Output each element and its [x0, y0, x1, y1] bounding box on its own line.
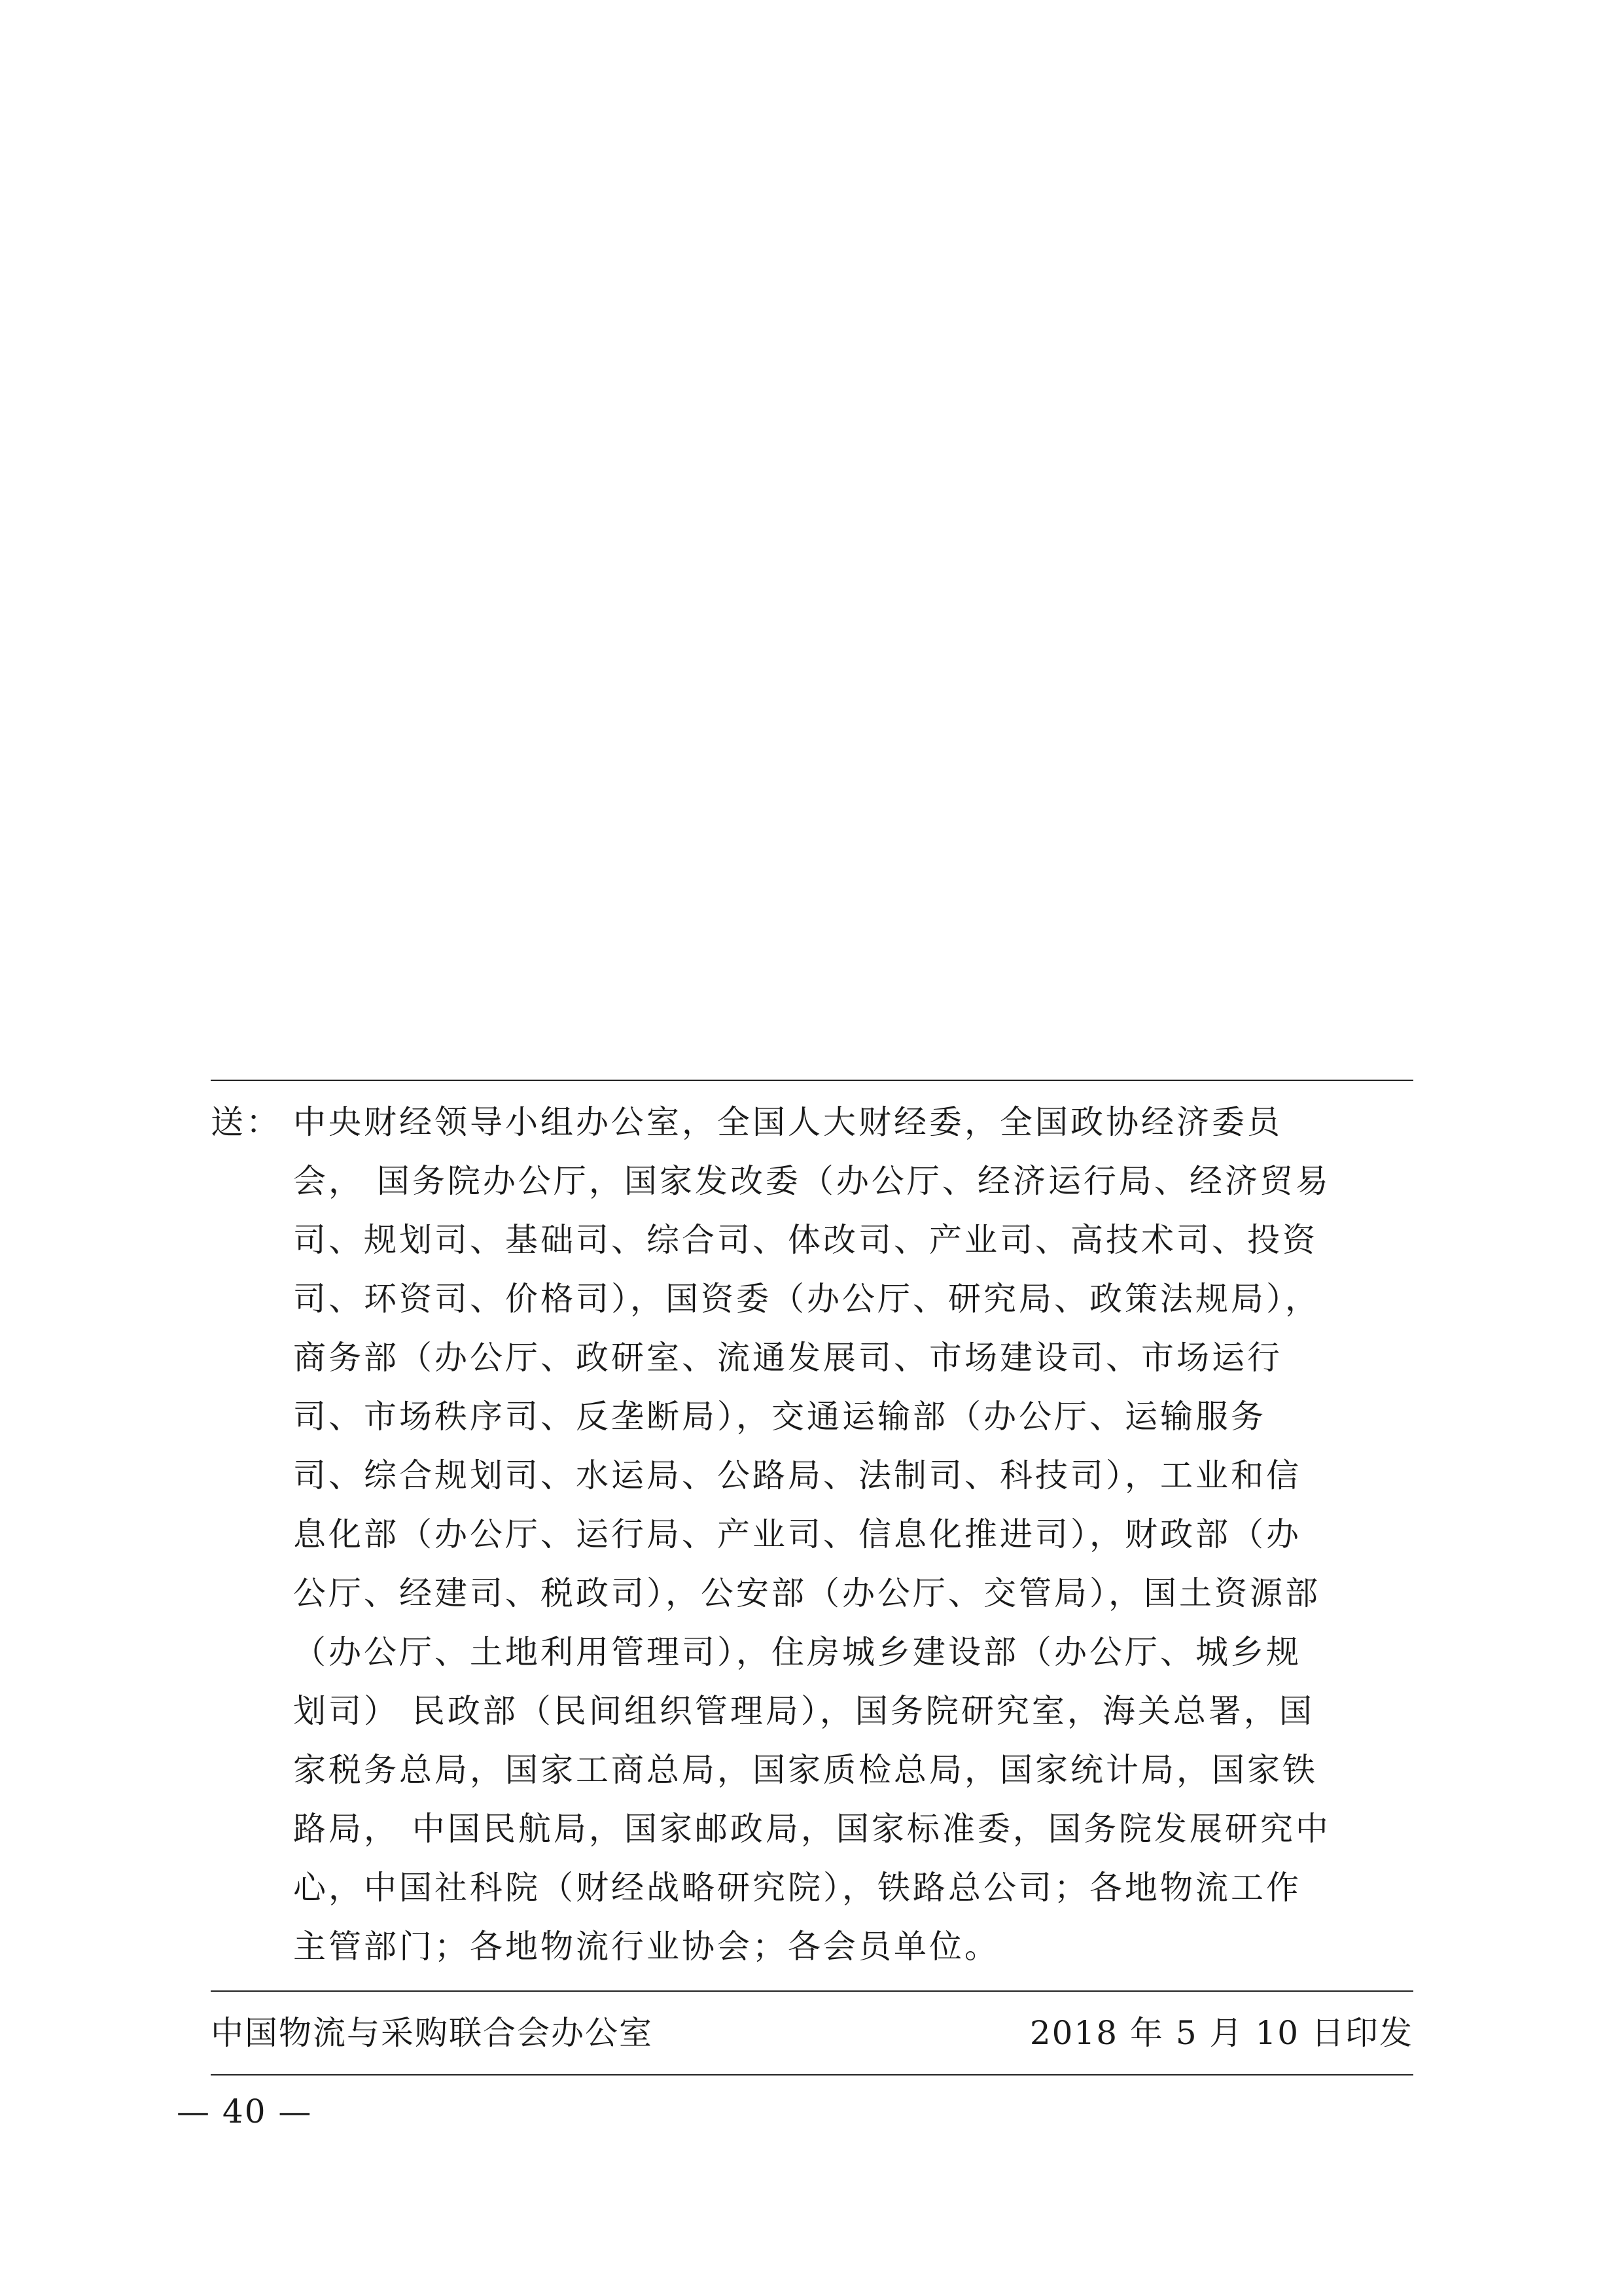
distribution-label: 送：	[211, 1103, 281, 1141]
distribution-line-text: 商务部（办公厅、政研室、流通发展司、市场建设司、市场运行	[293, 1339, 1282, 1377]
imprint-row	[211, 1999, 1413, 2068]
distribution-line-text: 会， 国务院办公厅，国家发改委（办公厅、经济运行局、经济贸易	[293, 1162, 1331, 1200]
distribution-line	[211, 1858, 1415, 1917]
distribution-line-text: 息化部（办公厅、运行局、产业司、信息化推进司），财政部（办	[293, 1515, 1301, 1553]
distribution-line-text: 家税务总局，国家工商总局，国家质检总局，国家统计局，国家铁	[293, 1751, 1318, 1789]
distribution-line-text: 划司） 民政部（民间组织管理局），国务院研究室，海关总署，国	[293, 1692, 1315, 1730]
distribution-list	[211, 1093, 1415, 1976]
distribution-line-text: 公厅、经建司、税政司），公安部（办公厅、交管局），国土资源部	[293, 1574, 1320, 1612]
distribution-line	[211, 1917, 1415, 1976]
distribution-line	[211, 1328, 1415, 1387]
distribution-line	[211, 1446, 1415, 1505]
page-number: — 40 —	[177, 2093, 313, 2130]
distribution-line	[211, 1387, 1415, 1446]
distribution-line-text: 中央财经领导小组办公室，全国人大财经委，全国政协经济委员	[293, 1103, 1282, 1141]
distribution-line	[211, 1210, 1415, 1269]
top-rule	[211, 1080, 1413, 1081]
distribution-line	[211, 1505, 1415, 1564]
bottom-rule	[211, 2074, 1413, 2075]
distribution-line	[211, 1564, 1415, 1623]
issuer-name: 中国物流与采购联合会办公室	[211, 2014, 653, 2052]
distribution-line	[211, 1152, 1415, 1210]
distribution-line-text: 路局， 中国民航局，国家邮政局，国家标准委，国务院发展研究中	[293, 1810, 1331, 1848]
distribution-line	[211, 1740, 1415, 1799]
distribution-line-text: 司、规划司、基础司、综合司、体改司、产业司、高技术司、投资	[293, 1221, 1318, 1259]
distribution-line	[211, 1269, 1415, 1328]
distribution-line-text: 主管部门；各地物流行业协会；各会员单位。	[293, 1928, 1000, 1966]
distribution-line-text: 心，中国社科院（财经战略研究院），铁路总公司；各地物流工作	[293, 1869, 1301, 1907]
issue-date: 2018 年 5 月 10 日印发	[1029, 2014, 1413, 2052]
distribution-line	[211, 1623, 1415, 1682]
middle-rule	[211, 1990, 1413, 1992]
distribution-line	[211, 1093, 1415, 1152]
distribution-line-text: 司、市场秩序司、反垄断局），交通运输部（办公厅、运输服务	[293, 1398, 1266, 1436]
distribution-line-text: （办公厅、土地利用管理司），住房城乡建设部（办公厅、城乡规	[293, 1633, 1301, 1671]
distribution-line-text: 司、环资司、价格司），国资委（办公厅、研究局、政策法规局），	[293, 1280, 1320, 1318]
distribution-line-text: 司、综合规划司、水运局、公路局、法制司、科技司），工业和信	[293, 1457, 1301, 1494]
distribution-line	[211, 1799, 1415, 1858]
distribution-line	[211, 1682, 1415, 1740]
